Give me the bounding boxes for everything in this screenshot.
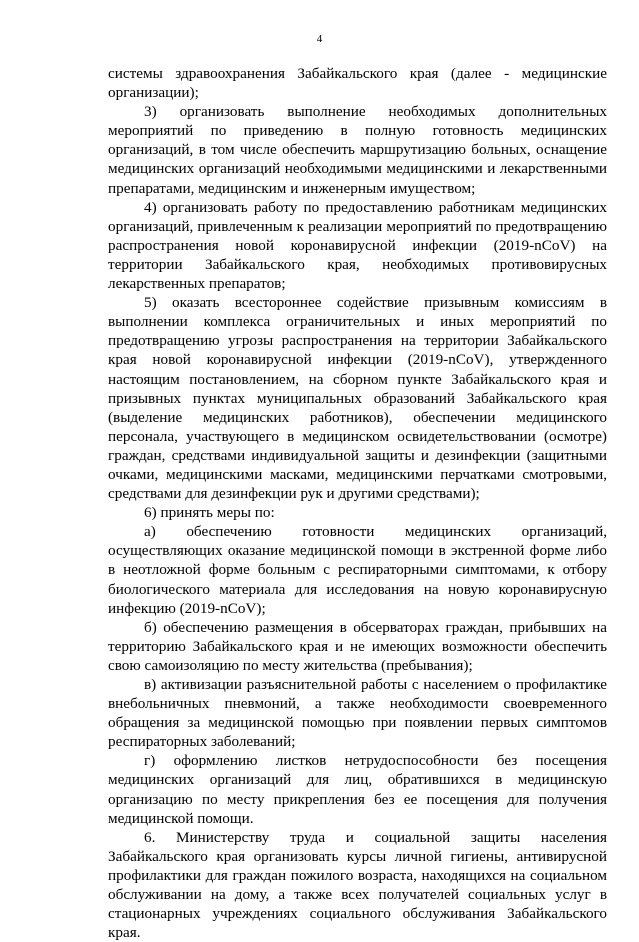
paragraph-item-6: 6) принять меры по:	[144, 504, 275, 522]
paragraph-item-3: 3) организовать выполнение необходимых дополнительных мероприятий по приведению в полную готовность медицинских организаций, в том числе обеспечить маршрутизацию больных, оснащение медицинских организаций необходимыми медицинскими и лекарственными препаратами, медицинским и инженерным имуществом;	[108, 103, 607, 197]
paragraph-section-6: 6. Министерству труда и социальной защиты населения Забайкальского края организовать курсы личной гигиены, антивирусной профилактики для граждан пожилого возраста, находящихся на социальном обслуживании на дому, а также всех получателей социальных услуг в стационарных учреждениях социального обслуживания Забайкальского края.	[108, 828, 607, 942]
paragraph-continuation: системы здравоохранения Забайкальского края (далее - медицинские организации);	[108, 65, 607, 102]
paragraph-subitem-g: г) оформлению листков нетрудоспособности без посещения медицинских организаций для лиц, обратившихся в медицинскую организацию по месту прикрепления без ее посещения для получения медицинской помощи.	[108, 752, 607, 827]
paragraph-subitem-v: в) активизации разъяснительной работы с населением о профилактике внебольничных пневмоний, а также необходимости своевременного обращения за медицинской помощью при появлении первых симптомов респираторных заболеваний;	[108, 676, 607, 751]
paragraph-item-4: 4) организовать работу по предоставлению работникам медицинских организаций, привлеченным к реализации мероприятий по предотвращению распространения новой коронавирусной инфекции (2019-nCoV) на территории Забайкальского края, необходимых противовирусных лекарственных препаратов;	[108, 198, 607, 293]
paragraph-item-5: 5) оказать всестороннее содействие призывным комиссиям в выполнении комплекса ограничительных и иных мероприятий по предотвращению угрозы распространения на территории Забайкальского края новой коронавирусной инфекции (2019-nCoV), утвержденного настоящим постановлением, на сборном пункте Забайкальского края и призывных пунктах муниципальных образований Забайкальского края (выделение медицинских работников), обеспечении медицинского персонала, участвующего в медицинском освидетельствовании (осмотре) граждан, средствами индивидуальной защиты и дезинфекции (защитными очками, медицинскими масками, медицинскими перчатками смотровыми, средствами для дезинфекции рук и другими средствами);	[108, 294, 607, 503]
paragraph-subitem-a: а) обеспечению готовности медицинских организаций, осуществляющих оказание медицинской помощи в экстренной форме либо в неотложной форме больным с респираторными симптомами, к отбору биологического материала для исследования на новую коронавирусную инфекцию (2019-nCoV);	[108, 523, 607, 617]
paragraph-subitem-b: б) обеспечению размещения в обсерваторах граждан, прибывших на территорию Забайкальского края и не имеющих возможности обеспечить свою самоизоляцию по месту жительства (пребывания);	[108, 618, 607, 674]
document-body	[108, 64, 607, 942]
page-number: 4	[316, 33, 323, 45]
